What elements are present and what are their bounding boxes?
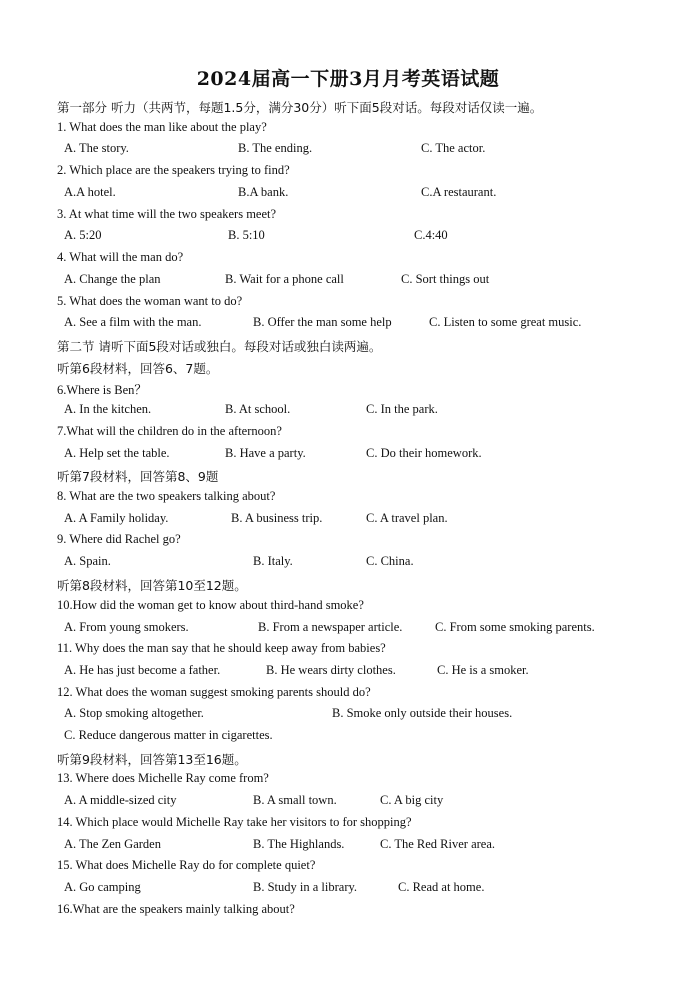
question-13-option-b: B. A small town. bbox=[253, 793, 337, 807]
question-8-option-b: B. A business trip. bbox=[231, 511, 323, 525]
question-2-option-c: C.A restaurant. bbox=[421, 185, 497, 199]
question-8-option-c: C. A travel plan. bbox=[366, 511, 448, 525]
section2-header: 第二节 请听下面5段对话或独白。每段对话或独白读两遍。 bbox=[57, 339, 382, 354]
question-4-option-a: A. Change the plan bbox=[64, 272, 161, 286]
material-9-header: 听第9段材料，回答第13至16题。 bbox=[57, 752, 247, 767]
question-11-option-b: B. He wears dirty clothes. bbox=[266, 663, 396, 677]
question-4-option-c: C. Sort things out bbox=[401, 272, 490, 286]
question-6-option-a: A. In the kitchen. bbox=[64, 402, 152, 416]
part1-header: 第一部分 听力（共两节，每题1.5分，满分30分）听下面5段对话。每段对话仅读一遍。 bbox=[57, 100, 543, 115]
question-5-option-c: C. Listen to some great music. bbox=[429, 315, 582, 329]
question-6-option-b: B. At school. bbox=[225, 402, 291, 416]
question-7-stem: 7.What will the children do in the afternoon? bbox=[57, 424, 282, 438]
question-13-option-c: C. A big city bbox=[380, 793, 444, 807]
question-8-option-a: A. A Family holiday. bbox=[64, 511, 169, 525]
question-14-option-b: B. The Highlands. bbox=[253, 837, 345, 851]
question-1-stem: 1. What does the man like about the play? bbox=[57, 120, 267, 134]
question-14-option-c: C. The Red River area. bbox=[380, 837, 496, 851]
question-3-option-c: C.4:40 bbox=[414, 228, 448, 242]
question-9-option-b: B. Italy. bbox=[253, 554, 293, 568]
question-11-option-c: C. He is a smoker. bbox=[437, 663, 529, 677]
question-6-stem: 6.Where is Ben？ bbox=[57, 383, 147, 397]
question-11-option-a: A. He has just become a father. bbox=[64, 663, 221, 677]
question-3-option-a: A. 5:20 bbox=[64, 228, 102, 242]
question-12-option-c: C. Reduce dangerous matter in cigarettes. bbox=[64, 728, 273, 742]
question-1-option-b: B. The ending. bbox=[238, 141, 313, 155]
question-16-stem: 16.What are the speakers mainly talking about? bbox=[57, 902, 295, 916]
question-6-option-c: C. In the park. bbox=[366, 402, 438, 416]
question-10-option-b: B. From a newspaper article. bbox=[258, 620, 403, 634]
material-7-header: 听第7段材料，回答第8、9题 bbox=[57, 469, 219, 484]
question-4-option-b: B. Wait for a phone call bbox=[225, 272, 344, 286]
question-3-stem: 3. At what time will the two speakers meet? bbox=[57, 207, 277, 221]
question-1-option-c: C. The actor. bbox=[421, 141, 486, 155]
question-14-option-a: A. The Zen Garden bbox=[64, 837, 161, 851]
question-14-stem: 14. Which place would Michelle Ray take her visitors to for shopping? bbox=[57, 815, 412, 829]
question-7-option-c: C. Do their homework. bbox=[366, 446, 482, 460]
question-5-stem: 5. What does the woman want to do? bbox=[57, 294, 243, 308]
question-3-option-b: B. 5:10 bbox=[228, 228, 265, 242]
question-12-option-b: B. Smoke only outside their houses. bbox=[332, 706, 513, 720]
material-8-header: 听第8段材料，回答第10至12题。 bbox=[57, 578, 247, 593]
question-9-stem: 9. Where did Rachel go? bbox=[57, 532, 181, 546]
question-5-option-b: B. Offer the man some help bbox=[253, 315, 392, 329]
question-7-option-a: A. Help set the table. bbox=[64, 446, 170, 460]
question-13-stem: 13. Where does Michelle Ray come from? bbox=[57, 771, 269, 785]
question-15-option-c: C. Read at home. bbox=[398, 880, 485, 894]
question-15-option-b: B. Study in a library. bbox=[253, 880, 358, 894]
question-9-option-c: C. China. bbox=[366, 554, 414, 568]
question-12-stem: 12. What does the woman suggest smoking parents should do? bbox=[57, 685, 371, 699]
question-5-option-a: A. See a film with the man. bbox=[64, 315, 202, 329]
question-8-stem: 8. What are the two speakers talking about? bbox=[57, 489, 276, 503]
question-2-option-b: B.A bank. bbox=[238, 185, 289, 199]
page-title: 2024届高一下册3月月考英语试题 bbox=[196, 68, 500, 90]
question-15-option-a: A. Go camping bbox=[64, 880, 141, 894]
question-13-option-a: A. A middle-sized city bbox=[64, 793, 177, 807]
question-2-stem: 2. Which place are the speakers trying to find? bbox=[57, 163, 290, 177]
question-10-option-a: A. From young smokers. bbox=[64, 620, 189, 634]
material-6-header: 听第6段材料，回答6、7题。 bbox=[57, 361, 219, 376]
question-1-option-a: A. The story. bbox=[64, 141, 129, 155]
question-9-option-a: A. Spain. bbox=[64, 554, 111, 568]
question-4-stem: 4. What will the man do? bbox=[57, 250, 184, 264]
question-11-stem: 11. Why does the man say that he should keep away from babies? bbox=[57, 641, 386, 655]
question-7-option-b: B. Have a party. bbox=[225, 446, 306, 460]
question-10-option-c: C. From some smoking parents. bbox=[435, 620, 595, 634]
question-10-stem: 10.How did the woman get to know about third-hand smoke? bbox=[57, 598, 364, 612]
question-2-option-a: A.A hotel. bbox=[64, 185, 116, 199]
question-12-option-a: A. Stop smoking altogether. bbox=[64, 706, 204, 720]
question-15-stem: 15. What does Michelle Ray do for complete quiet? bbox=[57, 858, 316, 872]
